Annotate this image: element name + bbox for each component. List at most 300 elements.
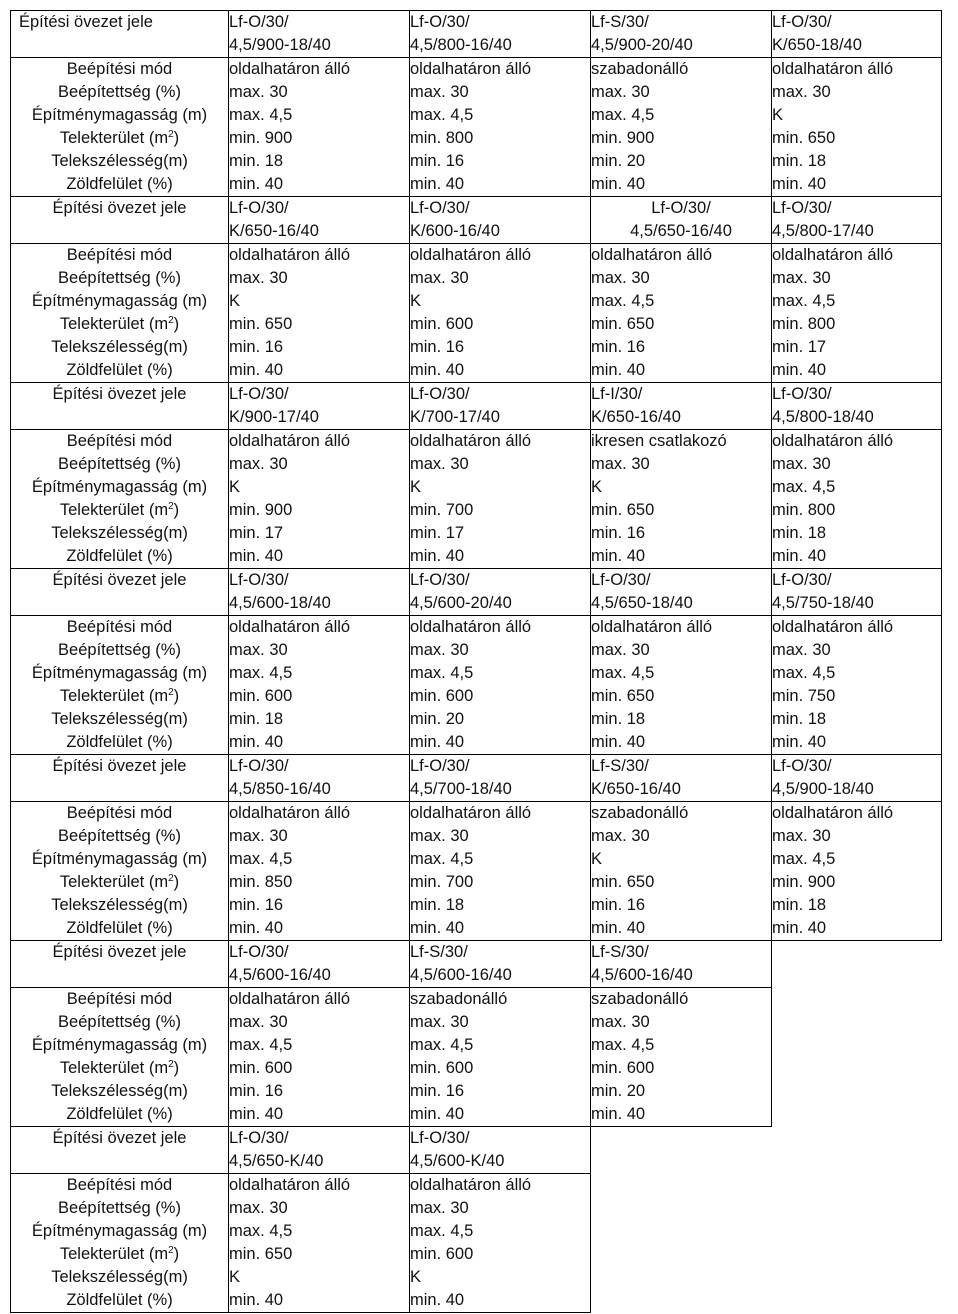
zone-parameters-row (11, 244, 942, 383)
parameter-value: max. 30 (772, 269, 831, 287)
parameter-value: min. 40 (772, 361, 827, 379)
parameter-value: min. 40 (772, 733, 827, 751)
parameter-value: min. 16 (591, 524, 646, 542)
zone-code-cell (229, 1127, 410, 1174)
parameter-label (11, 639, 228, 662)
parameter-value: K (410, 478, 422, 496)
parameter-label (11, 359, 228, 382)
parameter-label-text: Telekszélesség(m) (51, 524, 188, 542)
zone-values-cell (410, 244, 591, 383)
zone-code-line: K/600-16/40 (410, 222, 500, 240)
zone-values-cell (591, 616, 772, 755)
parameter-value: max. 4,5 (591, 106, 655, 124)
parameter-value: oldalhatáron álló (229, 246, 351, 264)
parameter-value: max. 30 (591, 83, 650, 101)
parameter-label-text: Beépítési mód (66, 1176, 173, 1194)
zone-code-cell (410, 755, 591, 802)
parameter-label-text: Zöldfelület (%) (66, 1105, 173, 1123)
zone-code-line: Lf-I/30/ (591, 385, 643, 403)
zone-code-line: Lf-O/30/ (651, 199, 711, 217)
parameter-label-text: Építménymagasság (m) (31, 1222, 208, 1240)
parameter-value: min. 600 (410, 315, 474, 333)
parameter-label-text: Zöldfelület (%) (66, 919, 173, 937)
zone-code-line: 4,5/800-18/40 (772, 408, 874, 426)
parameter-value: min. 40 (229, 175, 284, 193)
parameter-label-text: Telekterület (m (59, 873, 169, 891)
zone-parameters-row (11, 58, 942, 197)
zone-code-line: Lf-S/30/ (410, 943, 468, 961)
area-unit-close: ) (173, 687, 180, 705)
parameter-value: max. 30 (410, 641, 469, 659)
zone-code-line: 4,5/600-16/40 (229, 966, 331, 984)
parameter-value: max. 4,5 (410, 106, 474, 124)
parameter-value: min. 16 (591, 338, 646, 356)
parameter-value: max. 4,5 (410, 1036, 474, 1054)
parameter-label-text: Telekszélesség(m) (51, 896, 188, 914)
parameter-value: ikresen csatlakozó (591, 432, 727, 450)
zone-code-cell (772, 11, 942, 58)
parameter-value: max. 4,5 (772, 664, 836, 682)
parameter-value: min. 650 (229, 315, 293, 333)
zone-values-cell (410, 802, 591, 941)
parameter-value: min. 650 (591, 501, 655, 519)
parameter-value: K (410, 1268, 422, 1286)
parameter-value: min. 40 (229, 1105, 284, 1123)
parameter-value: oldalhatáron álló (772, 804, 894, 822)
zone-code-label: Építési övezet jele (11, 197, 229, 244)
zone-code-cell (229, 11, 410, 58)
zone-header-row (11, 197, 942, 244)
zone-parameters-row (11, 988, 942, 1127)
parameter-value: min. 16 (410, 1082, 465, 1100)
area-unit-close: ) (173, 315, 180, 333)
parameter-label-text: Telekszélesség(m) (51, 152, 188, 170)
parameter-value: oldalhatáron álló (229, 60, 351, 78)
parameter-label-text: Beépítettség (%) (58, 641, 181, 659)
parameter-value: min. 40 (591, 1105, 646, 1123)
zone-code-line: 4,5/900-20/40 (591, 36, 693, 54)
zone-code-cell (410, 197, 591, 244)
parameter-value: oldalhatáron álló (410, 60, 532, 78)
zone-values-cell (229, 58, 410, 197)
zone-code-line: 4,5/600-16/40 (591, 966, 693, 984)
zone-code-line: 4,5/900-18/40 (772, 780, 874, 798)
zone-values-cell (772, 244, 942, 383)
zone-code-cell (410, 569, 591, 616)
parameter-value: max. 4,5 (591, 664, 655, 682)
parameter-value: max. 4,5 (229, 106, 293, 124)
parameter-label (11, 708, 228, 731)
zone-code-label: Építési övezet jele (11, 755, 229, 802)
parameter-label (11, 127, 228, 150)
parameter-value: K (410, 292, 422, 310)
parameter-label (11, 917, 228, 940)
parameter-value: min. 900 (591, 129, 655, 147)
parameter-value: min. 17 (229, 524, 284, 542)
parameter-label (11, 802, 228, 825)
parameter-label (11, 685, 228, 708)
empty-cell (591, 1174, 772, 1313)
parameter-value: max. 30 (229, 455, 288, 473)
zone-code-cell (410, 1127, 591, 1174)
parameter-label (11, 290, 228, 313)
zone-code-line: Lf-O/30/ (229, 199, 289, 217)
parameter-label (11, 173, 228, 196)
parameter-value: min. 600 (410, 1245, 474, 1263)
parameter-label (11, 430, 228, 453)
zone-code-cell (410, 941, 591, 988)
parameter-label-text: Telekterület (m (59, 501, 169, 519)
parameter-value: min. 850 (229, 873, 293, 891)
parameter-value: max. 4,5 (410, 664, 474, 682)
zone-code-line: 4,5/650-16/40 (630, 222, 732, 240)
zone-values-cell (229, 616, 410, 755)
parameter-value: min. 600 (410, 1059, 474, 1077)
parameter-value: min. 40 (591, 361, 646, 379)
parameter-value: max. 30 (591, 1013, 650, 1031)
parameter-value: max. 30 (229, 269, 288, 287)
parameter-label-text: Telekszélesség(m) (51, 710, 188, 728)
parameter-label (11, 1266, 228, 1289)
parameter-value: max. 4,5 (229, 1036, 293, 1054)
zone-code-cell (410, 383, 591, 430)
parameter-value: max. 30 (772, 827, 831, 845)
zone-code-line: Lf-O/30/ (229, 385, 289, 403)
parameter-labels-cell (11, 616, 229, 755)
parameter-value: max. 30 (772, 641, 831, 659)
parameter-label-text: Építménymagasság (m) (31, 664, 208, 682)
parameter-label (11, 662, 228, 685)
parameter-value: min. 18 (410, 896, 465, 914)
parameter-label (11, 1103, 228, 1126)
parameter-value: max. 4,5 (229, 1222, 293, 1240)
parameter-label-text: Telekterület (m (59, 1059, 169, 1077)
parameter-value: min. 40 (772, 547, 827, 565)
parameter-value: max. 30 (410, 1013, 469, 1031)
parameter-value: min. 17 (410, 524, 465, 542)
parameter-value: min. 650 (591, 315, 655, 333)
area-unit-close: ) (173, 1059, 180, 1077)
zone-values-cell (410, 58, 591, 197)
parameter-value: K (229, 1268, 241, 1286)
empty-cell (772, 1127, 942, 1174)
parameter-value: oldalhatáron álló (229, 990, 351, 1008)
parameter-value: oldalhatáron álló (410, 246, 532, 264)
parameter-label-text: Építménymagasság (m) (31, 292, 208, 310)
parameter-label (11, 871, 228, 894)
parameter-value: min. 16 (229, 896, 284, 914)
parameter-value: min. 600 (591, 1059, 655, 1077)
parameter-value: min. 40 (410, 1105, 465, 1123)
parameter-label-text: Építménymagasság (m) (31, 850, 208, 868)
zone-code-cell (229, 383, 410, 430)
parameter-value: min. 18 (772, 710, 827, 728)
parameter-value: min. 40 (410, 361, 465, 379)
zone-header-row (11, 383, 942, 430)
area-unit-superscript: 2 (168, 501, 174, 512)
zone-code-cell (229, 941, 410, 988)
parameter-value: min. 16 (410, 338, 465, 356)
zone-code-line: 4,5/650-K/40 (229, 1152, 324, 1170)
parameter-value: min. 16 (410, 152, 465, 170)
parameter-label-text: Építménymagasság (m) (31, 1036, 208, 1054)
zone-header-row (11, 755, 942, 802)
parameter-label-text: Beépítési mód (66, 618, 173, 636)
parameter-value: min. 700 (410, 501, 474, 519)
parameter-value: min. 900 (229, 129, 293, 147)
zone-code-line: K/700-17/40 (410, 408, 500, 426)
parameter-value: max. 30 (410, 455, 469, 473)
area-unit-close: ) (173, 873, 180, 891)
area-unit-close: ) (173, 501, 180, 519)
zone-code-line: 4,5/800-17/40 (772, 222, 874, 240)
parameter-label-text: Beépítési mód (66, 246, 173, 264)
parameter-value: max. 4,5 (410, 850, 474, 868)
zone-parameters-row (11, 1174, 942, 1313)
parameter-value: min. 40 (410, 919, 465, 937)
parameter-value: min. 17 (772, 338, 827, 356)
zone-code-cell (772, 197, 942, 244)
parameter-label-text: Beépítettség (%) (58, 455, 181, 473)
zone-code-line: Lf-O/30/ (410, 757, 470, 775)
parameter-value: max. 30 (591, 641, 650, 659)
parameter-label (11, 1034, 228, 1057)
zone-code-line: 4,5/700-18/40 (410, 780, 512, 798)
parameter-value: min. 40 (591, 919, 646, 937)
zone-code-line: K/650-16/40 (229, 222, 319, 240)
parameter-label-text: Építménymagasság (m) (31, 478, 208, 496)
zone-code-line: 4,5/600-K/40 (410, 1152, 505, 1170)
zone-values-cell (229, 430, 410, 569)
zone-code-label: Építési övezet jele (11, 941, 229, 988)
parameter-value: oldalhatáron álló (591, 246, 713, 264)
zone-code-line: K/650-16/40 (591, 408, 681, 426)
zone-code-line: Lf-S/30/ (591, 757, 649, 775)
area-unit-superscript: 2 (168, 315, 174, 326)
parameter-value: min. 650 (591, 687, 655, 705)
parameter-value: oldalhatáron álló (229, 432, 351, 450)
parameter-value: max. 30 (229, 827, 288, 845)
parameter-value: min. 700 (410, 873, 474, 891)
zone-code-line: K/650-16/40 (591, 780, 681, 798)
parameter-value: szabadonálló (591, 804, 689, 822)
parameter-value: min. 40 (591, 733, 646, 751)
zone-code-line: 4,5/600-20/40 (410, 594, 512, 612)
parameter-value: min. 40 (410, 733, 465, 751)
zone-code-cell (229, 569, 410, 616)
parameter-value: szabadonálló (591, 990, 689, 1008)
zone-code-line: Lf-O/30/ (410, 571, 470, 589)
parameter-value: min. 650 (772, 129, 836, 147)
parameter-value: min. 20 (591, 1082, 646, 1100)
zone-code-line: 4,5/650-18/40 (591, 594, 693, 612)
parameter-value: max. 4,5 (591, 1036, 655, 1054)
parameter-label-text: Telekszélesség(m) (51, 1268, 188, 1286)
parameter-label-text: Zöldfelület (%) (66, 175, 173, 193)
parameter-value: min. 650 (591, 873, 655, 891)
parameter-value: oldalhatáron álló (772, 432, 894, 450)
parameter-label-text: Beépítési mód (66, 804, 173, 822)
parameter-label (11, 545, 228, 568)
parameter-value: max. 4,5 (410, 1222, 474, 1240)
zone-code-line: 4,5/850-16/40 (229, 780, 331, 798)
parameter-label (11, 336, 228, 359)
parameter-value: min. 600 (229, 1059, 293, 1077)
parameter-value: max. 30 (229, 1013, 288, 1031)
zone-parameters-row (11, 802, 942, 941)
parameter-label-text: Beépítési mód (66, 60, 173, 78)
parameter-value: K (591, 850, 603, 868)
parameter-value: max. 30 (591, 455, 650, 473)
parameter-label-text: Beépítettség (%) (58, 83, 181, 101)
zone-values-cell (229, 244, 410, 383)
parameter-value: min. 40 (410, 547, 465, 565)
parameter-label-text: Telekterület (m (59, 129, 169, 147)
zone-code-cell (229, 197, 410, 244)
parameter-value: min. 40 (591, 547, 646, 565)
zone-code-label: Építési övezet jele (11, 569, 229, 616)
zone-code-line: Lf-S/30/ (591, 943, 649, 961)
zone-code-line: Lf-O/30/ (229, 571, 289, 589)
parameter-value: max. 30 (229, 641, 288, 659)
zone-code-line: 4,5/750-18/40 (772, 594, 874, 612)
zone-values-cell (410, 616, 591, 755)
parameter-value: oldalhatáron álló (772, 618, 894, 636)
parameter-value: min. 16 (229, 1082, 284, 1100)
parameter-value: K (229, 292, 241, 310)
parameter-label (11, 476, 228, 499)
parameter-labels-cell (11, 244, 229, 383)
zoning-parameters-table (10, 10, 942, 1313)
zone-code-label: Építési övezet jele (11, 383, 229, 430)
parameter-label (11, 1197, 228, 1220)
parameter-value: max. 30 (410, 83, 469, 101)
area-unit-superscript: 2 (168, 1059, 174, 1070)
parameter-label (11, 894, 228, 917)
parameter-value: K (772, 106, 784, 124)
parameter-label-text: Telekterület (m (59, 687, 169, 705)
parameter-value: oldalhatáron álló (410, 618, 532, 636)
empty-cell (591, 1127, 772, 1174)
parameter-label-text: Beépítettség (%) (58, 827, 181, 845)
parameter-value: max. 30 (591, 269, 650, 287)
parameter-value: oldalhatáron álló (772, 246, 894, 264)
parameter-label-text: Zöldfelület (%) (66, 733, 173, 751)
zone-code-line: 4,5/800-16/40 (410, 36, 512, 54)
parameter-label-text: Telekszélesség(m) (51, 1082, 188, 1100)
zone-values-cell (772, 802, 942, 941)
parameter-value: max. 4,5 (772, 478, 836, 496)
zone-values-cell (229, 1174, 410, 1313)
parameter-label (11, 81, 228, 104)
parameter-value: max. 30 (410, 827, 469, 845)
parameter-value: szabadonálló (591, 60, 689, 78)
zone-code-line: Lf-O/30/ (772, 13, 832, 31)
zone-code-line: Lf-O/30/ (410, 385, 470, 403)
parameter-value: max. 30 (229, 1199, 288, 1217)
area-unit-superscript: 2 (168, 687, 174, 698)
zone-header-row (11, 941, 942, 988)
zone-code-cell (591, 197, 772, 244)
parameter-label (11, 1220, 228, 1243)
area-unit-superscript: 2 (168, 129, 174, 140)
parameter-value: min. 16 (591, 896, 646, 914)
zone-values-cell (772, 616, 942, 755)
zone-code-line: Lf-O/30/ (410, 199, 470, 217)
parameter-label (11, 453, 228, 476)
zone-values-cell (410, 430, 591, 569)
parameter-value: min. 650 (229, 1245, 293, 1263)
parameter-value: min. 20 (591, 152, 646, 170)
parameter-value: min. 18 (772, 896, 827, 914)
zone-code-cell (410, 11, 591, 58)
zone-values-cell (410, 988, 591, 1127)
parameter-value: min. 40 (772, 919, 827, 937)
parameter-value: min. 40 (410, 1291, 465, 1309)
empty-cell (772, 941, 942, 988)
parameter-label-text: Beépítettség (%) (58, 269, 181, 287)
zone-code-cell (229, 755, 410, 802)
parameter-label (11, 848, 228, 871)
zone-code-line: Lf-O/30/ (772, 757, 832, 775)
parameter-value: min. 40 (229, 547, 284, 565)
parameter-label-text: Zöldfelület (%) (66, 361, 173, 379)
zone-values-cell (591, 430, 772, 569)
zone-code-line: Lf-O/30/ (229, 1129, 289, 1147)
parameter-value: max. 4,5 (772, 292, 836, 310)
area-unit-superscript: 2 (168, 1245, 174, 1256)
parameter-label-text: Beépítési mód (66, 432, 173, 450)
parameter-value: max. 4,5 (229, 850, 293, 868)
zone-code-line: Lf-O/30/ (410, 13, 470, 31)
parameter-labels-cell (11, 58, 229, 197)
parameter-value: min. 800 (410, 129, 474, 147)
parameter-value: min. 18 (591, 710, 646, 728)
parameter-value: min. 750 (772, 687, 836, 705)
zone-code-cell (772, 755, 942, 802)
parameter-value: min. 16 (229, 338, 284, 356)
parameter-label (11, 58, 228, 81)
parameter-value: min. 18 (772, 152, 827, 170)
zone-parameters-row (11, 430, 942, 569)
zone-values-cell (772, 430, 942, 569)
parameter-value: max. 30 (591, 827, 650, 845)
parameter-label (11, 522, 228, 545)
parameter-value: max. 4,5 (772, 850, 836, 868)
parameter-label (11, 1057, 228, 1080)
parameter-value: max. 30 (772, 83, 831, 101)
zone-code-line: Lf-O/30/ (772, 199, 832, 217)
zone-code-line: Lf-O/30/ (591, 571, 651, 589)
parameter-label (11, 988, 228, 1011)
zone-code-label: Építési övezet jele (11, 1127, 229, 1174)
zone-header-row (11, 11, 942, 58)
zone-code-cell (591, 755, 772, 802)
parameter-value: min. 18 (772, 524, 827, 542)
parameter-value: max. 4,5 (229, 664, 293, 682)
zone-values-cell (410, 1174, 591, 1313)
parameter-value: max. 30 (229, 83, 288, 101)
area-unit-close: ) (173, 1245, 180, 1263)
parameter-value: oldalhatáron álló (229, 1176, 351, 1194)
zone-code-cell (591, 569, 772, 616)
zone-values-cell (591, 988, 772, 1127)
zone-values-cell (591, 244, 772, 383)
zone-code-line: K/650-18/40 (772, 36, 862, 54)
parameter-value: szabadonálló (410, 990, 508, 1008)
parameter-value: oldalhatáron álló (229, 804, 351, 822)
parameter-label (11, 1174, 228, 1197)
